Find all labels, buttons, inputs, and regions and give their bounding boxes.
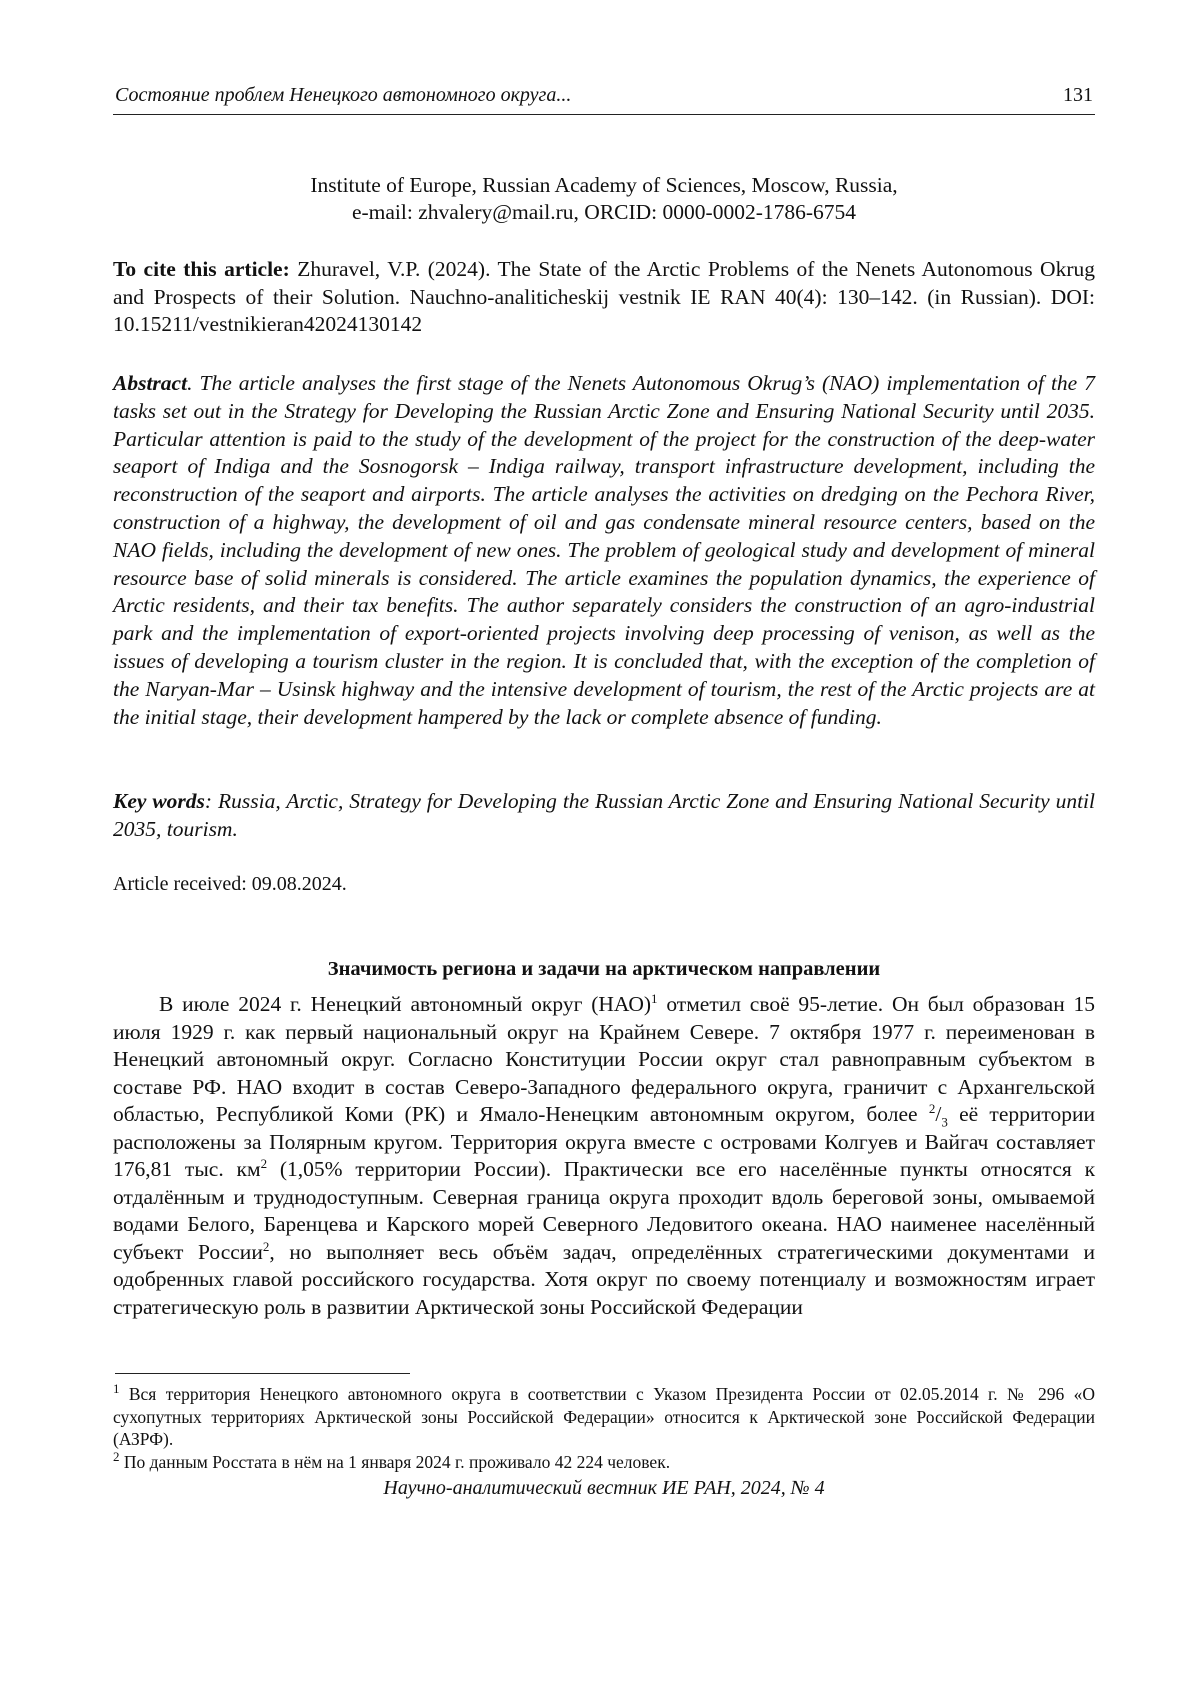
affiliation-institute: Institute of Europe, Russian Academy of Sciences, Moscow, Russia, (310, 173, 898, 197)
received-date: Article received: 09.08.2024. (113, 873, 347, 895)
body-text-segment: отметил своё 95-летие. Он был образован 15 июля 1929 г. как первый национальный округ на Крайнем Севере. 7 октября 1977 г. переименован в Ненецкий автономный округ. Согласно Конституции России округ стал равноправным субъектом в составе РФ. НАО входит в состав Северо-Западного федерального округа, граничит с Архангельской областью, Республикой Коми (РК) и Ямало-Ненецким автономным округом, более (113, 992, 1095, 1126)
footnote-1: $^1$ Вся территория Ненецкого автономного округа в соответствии с Указом Президента России от 02.05.2014 г. № 296 «О сухопутных территориях Арктической зоны Российской Федерации» относится к Арктической зоне Российской Федерации (АЗРФ). (113, 1381, 1095, 1449)
footnote-ref-2[interactable]: 2 (262, 1238, 270, 1254)
body-text-segment: В июле 2024 г. Ненецкий автономный округ (НАО) (159, 992, 652, 1016)
superscript-squared: 2 (260, 1155, 268, 1171)
body-text-segment: (1,05% территории России). Практически все его населённые пункты относятся к отдалённым и труднодоступным. Северная граница округа проходит вдоль береговой зоны, омываемой водами Белого, Баренцева и Карского морей Северного Ледовитого океана. НАО наименее населённый субъект России (113, 1157, 1096, 1264)
section-heading: Значимость региона и задачи на арктическом направлении (327, 958, 881, 980)
fraction-two-thirds: $^2/_3$ (928, 1100, 948, 1130)
footnotes (113, 1383, 1095, 1473)
abstract-block (113, 370, 1095, 731)
abstract-text: . The article analyses the first stage of the Nenets Autonomous Okrug’s (NAO) implementation of the 7 tasks set out in the Strategy for Developing the Russian Arctic Zone and Ensuring National Security until 2035. Particular attention is paid to the study of the development of the project for the construction of the deep-water seaport of Indiga and the Sosnogorsk – Indiga railway, transport infrastructure development, including the reconstruction of the seaport and airports. The article analyses the activities on dredging on the Pechora River, construction of a highway, the development of oil and gas condensate mineral resource centers, based on the NAO fields, including the development of new ones. The problem of geological study and development of mineral resource base of solid minerals is considered. The article examines the population dynamics, the experience of Arctic residents, and their tax benefits. The author separately considers the construction of an agro-industrial park and the implementation of export-oriented projects involving deep processing of venison, as well as the issues of developing a tourism cluster in the region. It is concluded that, with the exception of the completion of the Naryan-Mar – Usinsk highway and the intensive development of tourism, the rest of the Arctic projects are at the initial stage, their development hampered by the lack or complete absence of funding. (113, 371, 1095, 729)
citation-label: To cite this article: (113, 257, 290, 281)
body-text-segment: , но выполняет весь объём задач, определённых стратегическими документами и одобренных главой российского государства. Хотя округ по своему потенциалу и возможностям играет стратегическую роль в развитии Арктической зоны Российской Федерации (113, 1239, 1096, 1319)
abstract-label: Abstract (113, 371, 188, 395)
citation-text: Zhuravel, V.P. (2024). The State of the Arctic Problems of the Nenets Autonomous Okrug and Prospects of their Solution. Nauchno-analiticheskij vestnik IE RAN 40(4): 130–142. (in Russian). DOI: 10.15211/vestnikieran42024130142 (113, 257, 1095, 336)
running-header (113, 84, 1095, 115)
page-number: 131 (1063, 84, 1093, 106)
paper-page (113, 0, 1095, 1698)
affiliation-contact: e-mail: zhvalery@mail.ru, ORCID: 0000-0002-1786-6754 (351, 200, 857, 224)
journal-footer: Научно-аналитический вестник ИЕ РАН, 2024, № 4 (383, 1477, 825, 1499)
footnote-separator (115, 1373, 410, 1374)
body-paragraph (113, 991, 1095, 1321)
keywords-text: : Russia, Arctic, Strategy for Developing the Russian Arctic Zone and Ensuring National Security until 2035, tourism. (113, 789, 1096, 841)
citation-block (113, 256, 1095, 339)
footnote-ref-1[interactable]: 1 (651, 990, 658, 1006)
keywords-label: Key words (113, 789, 205, 813)
running-title: Состояние проблем Ненецкого автономного округа... (115, 84, 572, 106)
author-affiliation (113, 172, 1095, 226)
body-text-segment: её территории расположены за Полярным кругом. Территория округа вместе с островами Колгуев и Вайгач составляет 176,81 тыс. км (113, 1102, 1096, 1181)
footnote-2: $^2$ По данным Росстата в нём на 1 января 2024 г. проживало 42 224 человек. (113, 1448, 671, 1472)
keywords-block (113, 788, 1095, 844)
